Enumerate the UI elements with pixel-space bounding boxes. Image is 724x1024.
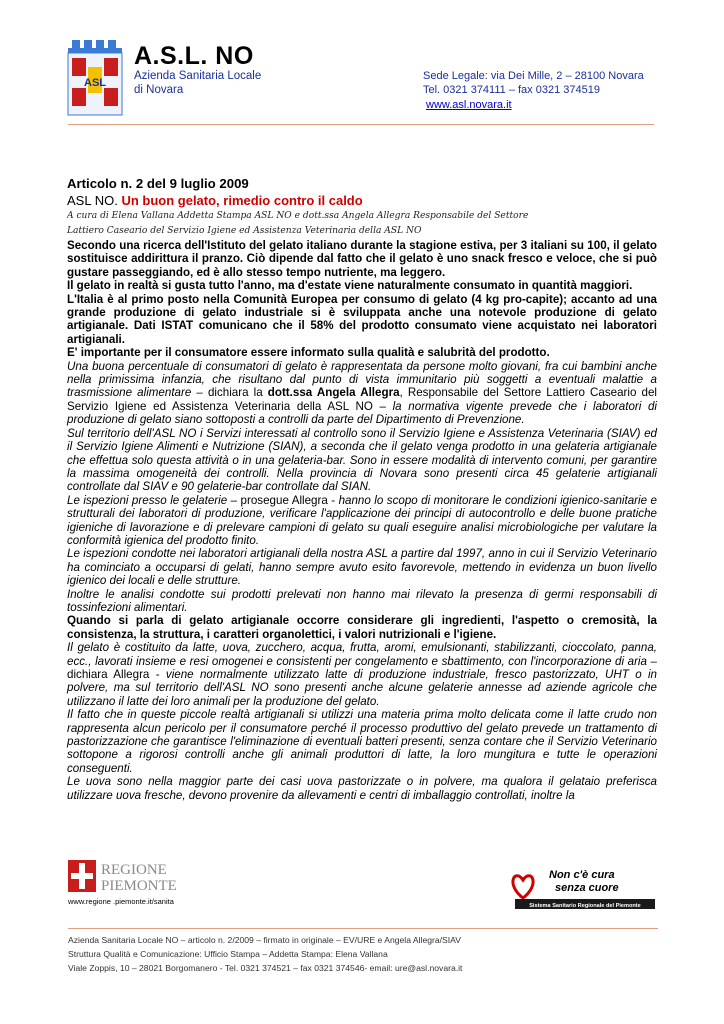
p5-quote: Una buona percentuale di consumatori di gelato è rappresentata da persone molto giovani, fra cui bambini anche nella primissima infanzia, che risultano dal punto di vista immunitario più soggetti a eventuali malattie a trasmissione alimentare – — [67, 359, 657, 400]
paragraph-11 — [67, 641, 657, 708]
legal-address: Sede Legale: via Dei Mille, 2 – 28100 Novara — [423, 70, 644, 82]
paragraph-3: L'Italia è al primo posto nella Comunità Europea per consumo di gelato (4 kg pro-capite); accanto ad una grande produzione di gelato industriale si è sviluppata anche una notevole produzione di gelato artigianale. Dati ISTAT comunicano che il 58% del prodotto consumato viene acquistato nei laboratori artigianali. — [67, 292, 657, 346]
p7-attribution: – prosegue Allegra - — [227, 493, 339, 507]
website-link[interactable]: www.asl.novara.it — [426, 99, 512, 111]
footer-line-1: Azienda Sanitaria Locale NO – articolo n. 2/2009 – firmato in originale – EV/URE e Angela Allegra/SIAV — [68, 935, 461, 945]
footer-divider — [68, 928, 658, 929]
subject-prefix: ASL NO. — [67, 193, 118, 208]
p5-speaker: dott.ssa Angela Allegra — [267, 386, 400, 400]
care-band: Sistema Sanitario Regionale del Piemonte — [529, 903, 641, 909]
regione-piemonte-logo — [68, 858, 186, 894]
region-name-1: REGIONE — [101, 862, 167, 878]
subject-headline: Un buon gelato, rimedio contro il caldo — [121, 193, 363, 208]
logo-text: ASL — [84, 77, 106, 89]
org-subtitle-2: di Novara — [134, 84, 184, 96]
care-line-2: senza cuore — [555, 882, 619, 894]
paragraph-12: Il fatto che in queste piccole realtà artigianali si utilizzi una materia prima molto delicata come il latte crudo non rappresenta alcun pericolo per il consumatore perché il processo produttivo del gelato prevede un trattamento di pastorizzazione che garantisce l'eliminazione di eventuali batteri presenti, senza contare che il Servizio Veterinario sottopone a rigorosi controlli anche gli animali produttori di latte, la loro mungitura e tutte le operazioni conseguenti. — [67, 708, 657, 775]
paragraph-5 — [67, 360, 657, 427]
paragraph-2: Il gelato in realtà si gusta tutto l'anno, ma d'estate viene naturalmente consumato in quantità maggiori. — [67, 279, 633, 293]
asl-logo — [66, 40, 128, 120]
article-body — [67, 176, 657, 802]
care-line-1: Non c'è cura — [549, 869, 615, 881]
header-divider — [68, 124, 654, 125]
paragraph-7 — [67, 494, 657, 548]
paragraph-9: Inoltre le analisi condotte sui prodotti prelevati non hanno mai rilevato la presenza di germi responsabili di tossinfezioni alimentari. — [67, 587, 657, 614]
footer-line-2: Struttura Qualità e Comunicazione: Ufficio Stampa – Addetta Stampa: Elena Vallana — [68, 949, 388, 959]
p5-attribution: dichiara la — [202, 386, 268, 400]
phone-fax: Tel. 0321 374111 – fax 0321 374519 — [423, 84, 600, 96]
org-title: A.S.L. NO — [134, 42, 254, 70]
article-title: Articolo n. 2 del 9 luglio 2009 — [67, 176, 249, 191]
p11-attribution: dichiara Allegra - — [67, 668, 166, 681]
paragraph-8: Le ispezioni condotte nei laboratori artigianali della nostra ASL a partire dal 1997, anno in cui il Servizio Veterinario ha cominciato a occuparsi di gelati, hanno sempre avuto esito favorevole, mettendo in evidenza un buon livello igienico dei locali e delle strutture. — [67, 547, 657, 588]
region-url: www.regione .piemonte.it/sanita — [68, 897, 174, 906]
paragraph-6: Sul territorio dell'ASL NO i Servizi interessati al controllo sono il Servizio Igiene e Assistenza Veterinaria (SIAV) ed il Servizio Igiene Alimenti e Nutrizione (SIAN), a seconda che il gelato venga prodotto in una gelateria artigianale che effettua solo questa attività o in una gelateria-bar. Sono in essere modalità di intervento comuni, per garantire la massima omogeneità dei controlli. Nella provincia di Novara sono presenti circa 45 gelaterie artigianali controllate dal SIAV e 90 gelaterie-bar controllate dal SIAN. — [67, 426, 657, 494]
paragraph-13: Le uova sono nella maggior parte dei casi uova pastorizzate o in polvere, ma qualora il gelataio preferisca utilizzare uova fresche, devono provenire da allevamenti e centri di imballaggio controllati, inoltre la — [67, 775, 657, 802]
paragraph-10: Quando si parla di gelato artigianale occorre considerare gli ingredienti, l'aspetto o cremosità, la consistenza, la struttura, i caratteri organolettici, i valori nutrizionali e l'igiene. — [67, 614, 657, 641]
p5-quote-cont: la normativa vigente prevede che i laboratori di produzione di gelato siano sottoposti a controlli da parte del Dipartimento di Prevenzione. — [67, 399, 658, 427]
article-subject — [67, 192, 657, 209]
byline-line-2: Lattiero Caseario del Servizio Igiene ed Assistenza Veterinaria della ASL NO — [67, 226, 422, 236]
p11-quote-cont: viene normalmente utilizzato latte di produzione industriale, fresco pastorizzato, UHT o in polvere, ma sul territorio dell'ASL NO sono presenti anche alcune gelaterie annesse ad aziende agricole che utilizzano il latte dei loro animali per la produzione del gelato. — [67, 668, 657, 708]
footer-line-3: Viale Zoppis, 10 – 28021 Borgomanero - Tel. 0321 374521 – fax 0321 374546- email: ure@asl.novara.it — [68, 963, 463, 973]
byline-line-1: A cura di Elena Vallana Addetta Stampa ASL NO e dott.ssa Angela Allegra Responsabile del Settore — [67, 211, 529, 221]
p7-quote: Le ispezioni presso le gelaterie — [67, 493, 228, 507]
non-ce-cura-logo — [509, 862, 657, 912]
paragraph-4: E' importante per il consumatore essere informato sulla qualità e salubrità del prodotto. — [67, 346, 550, 360]
p5-role: , Responsabile del Settore Lattiero Caseario del Servizio Igiene ed Assistenza Veterinaria della ASL NO – — [67, 386, 657, 413]
org-subtitle-1: Azienda Sanitaria Locale — [134, 70, 262, 82]
p7-quote-cont: hanno lo scopo di monitorare le condizioni igienico-sanitarie e strutturali dei laboratori di produzione, verificare l'applicazione dei principi di autocontrollo e delle buone pratiche igieniche di lavorazione e di prelevare campioni di gelato su quali eseguire analisi microbiologiche per valutare la conformità igienica del prodotto finito. — [67, 493, 657, 547]
region-name-2: PIEMONTE — [101, 878, 177, 894]
p11-quote: Il gelato è costituito da latte, uova, zucchero, acqua, frutta, aromi, emulsionanti, stabilizzanti, cioccolato, panna, ecc., lavorati insieme e resi omogenei e consistenti per congelamento e sbattimento, con l'incorporazione di aria – — [67, 641, 657, 668]
paragraph-1: Secondo una ricerca dell'Istituto del gelato italiano durante la stagione estiva, per 3 italiani su 100, il gelato sostituisce addirittura il pranzo. Ciò dipende dal fatto che il gelato è uno snack fresco e veloce, che si può gustare passeggiando, ed è allo stesso tempo nutriente, ma leggero. — [67, 239, 657, 279]
